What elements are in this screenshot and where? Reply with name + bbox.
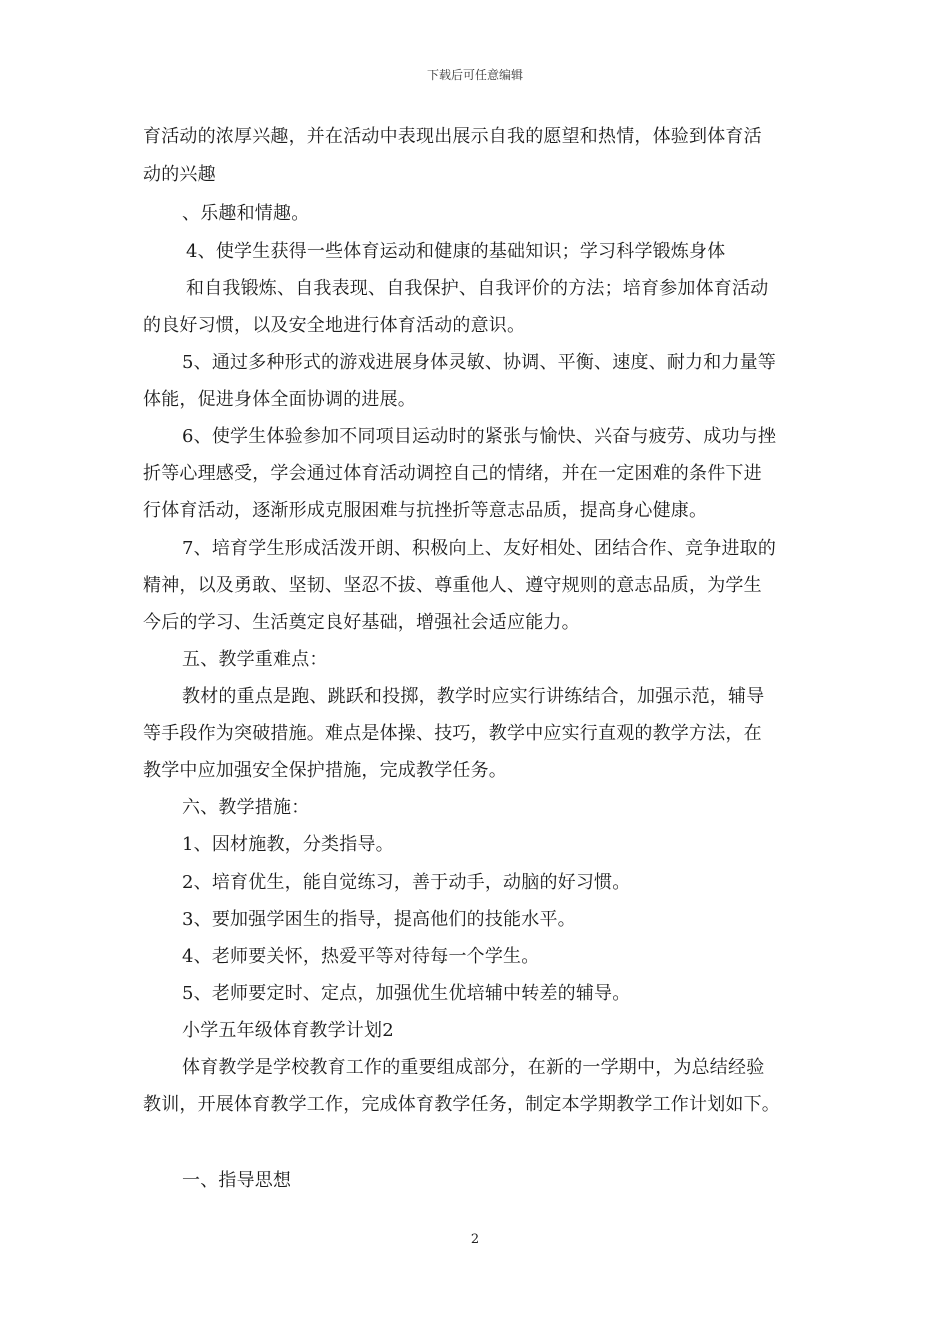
body-line-6: 的良好习惯，以及安全地进行体育活动的意识。	[143, 315, 526, 336]
section-heading-5: 五、教学重难点：	[182, 649, 328, 670]
body-line-9: 6、使学生体验参加不同项目运动时的紧张与愉快、兴奋与疲劳、成功与挫	[182, 426, 777, 447]
body-line-18: 教学中应加强安全保护措施，完成教学任务。	[143, 760, 507, 781]
section-heading-6: 六、教学措施：	[182, 797, 310, 818]
body-line-16: 教材的重点是跑、跳跃和投掷，教学时应实行讲练结合，加强示范，辅导	[182, 686, 765, 707]
page-header: 下载后可任意编辑	[426, 68, 523, 82]
body-line-17: 等手段作为突破措施。难点是体操、技巧，教学中应实行直观的教学方法，在	[143, 723, 762, 744]
list-item-4: 4、老师要关怀，热爱平等对待每一个学生。	[182, 946, 540, 967]
list-item-2: 2、培育优生，能自觉练习，善于动手，动脑的好习惯。	[182, 872, 631, 893]
body-line-2: 动的兴趣	[143, 164, 216, 185]
list-item-1: 1、因材施教，分类指导。	[182, 834, 394, 855]
body-line-14: 今后的学习、生活奠定良好基础，增强社会适应能力。	[143, 612, 580, 633]
body-line-5: 和自我锻炼、自我表现、自我保护、自我评价的方法；培育参加体育活动	[186, 278, 769, 299]
body-line-12: 7、培育学生形成活泼开朗、积极向上、友好相处、团结合作、竞争进取的	[182, 538, 777, 559]
body-line-10: 折等心理感受，学会通过体育活动调控自己的情绪，并在一定困难的条件下进	[143, 463, 762, 484]
page-number: 2	[470, 1232, 480, 1247]
body-line-13: 精神，以及勇敢、坚韧、坚忍不拔、尊重他人、遵守规则的意志品质，为学生	[143, 575, 762, 596]
body-line-3: 、乐趣和情趣。	[182, 203, 310, 224]
body-line-7: 5、通过多种形式的游戏进展身体灵敏、协调、平衡、速度、耐力和力量等	[182, 352, 777, 373]
body-line-27: 教训，开展体育教学工作，完成体育教学任务，制定本学期教学工作计划如下。	[143, 1094, 780, 1115]
body-line-1: 育活动的浓厚兴趣，并在活动中表现出展示自我的愿望和热情，体验到体育活	[143, 126, 762, 147]
plan-title: 小学五年级体育教学计划2	[182, 1020, 394, 1041]
body-line-11: 行体育活动，逐渐形成克服困难与抗挫折等意志品质，提高身心健康。	[143, 500, 708, 521]
list-item-5: 5、老师要定时、定点，加强优生优培辅中转差的辅导。	[182, 983, 631, 1004]
body-line-8: 体能，促进身体全面协调的进展。	[143, 389, 416, 410]
body-line-4: 4、使学生获得一些体育运动和健康的基础知识；学习科学锻炼身体	[186, 241, 726, 262]
body-line-26: 体育教学是学校教育工作的重要组成部分，在新的一学期中，为总结经验	[182, 1057, 765, 1078]
list-item-3: 3、要加强学困生的指导，提高他们的技能水平。	[182, 909, 576, 930]
section-heading-1: 一、指导思想	[182, 1170, 292, 1191]
